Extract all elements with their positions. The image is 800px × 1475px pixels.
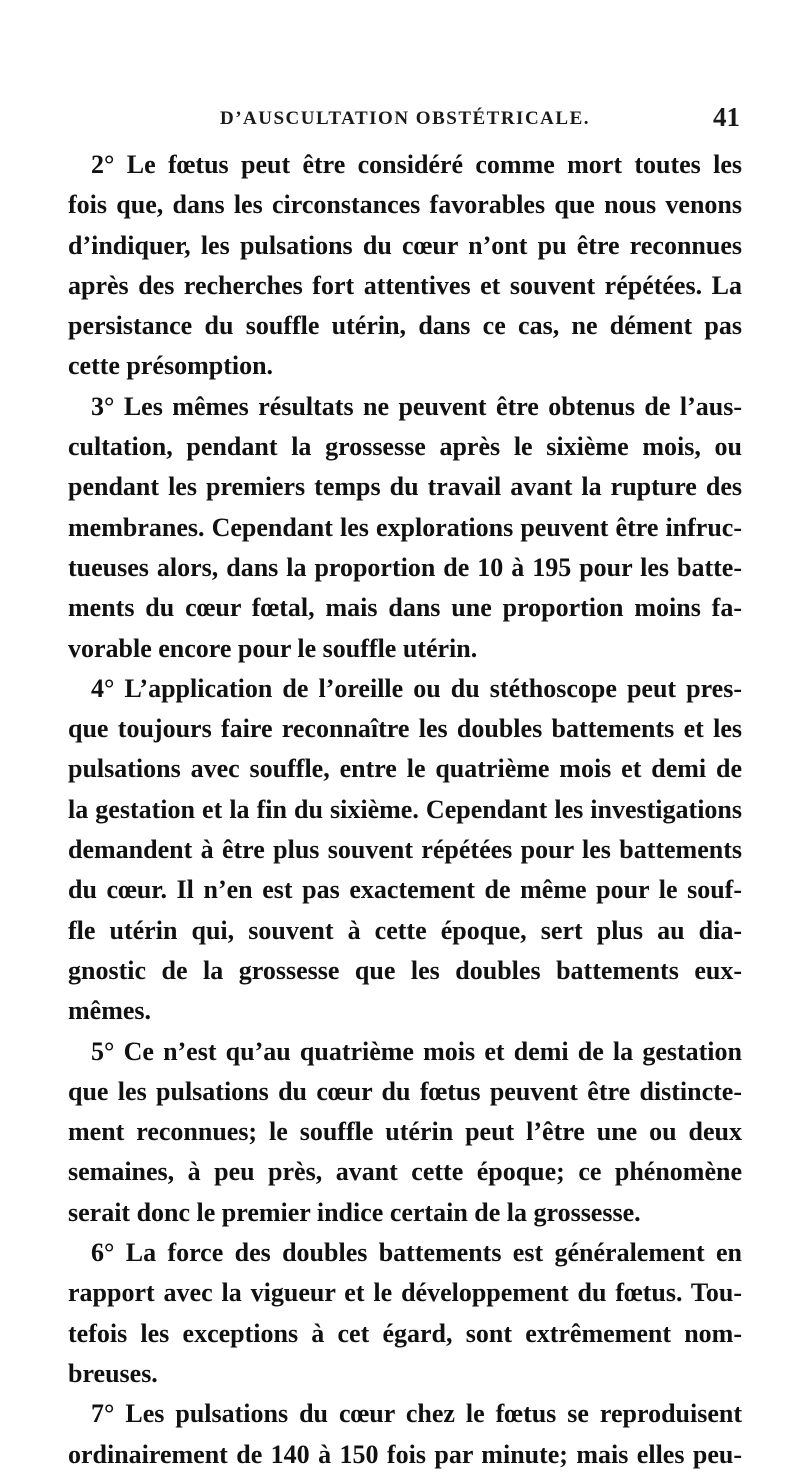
text-line: cultation, pendant la grossesse après le sixième mois, ou — [68, 432, 742, 462]
text-line: fle utérin qui, souvent à cette époque, sert plus au dia- — [68, 915, 742, 945]
text-line: vorable encore pour le souffle utérin. — [68, 633, 478, 663]
text-line: ordinairement de 140 à 150 fois par minute; mais elles peu- — [68, 1439, 742, 1469]
text-line: 6° La force des doubles battements est généralement en — [91, 1238, 742, 1268]
text-line: que toujours faire reconnaître les doubles battements et les — [68, 714, 742, 744]
text-line: breuses. — [68, 1358, 158, 1388]
text-line: 2° Le fœtus peut être considéré comme mort toutes les — [91, 150, 742, 179]
text-line: la gestation et la fin du sixième. Cependant les investigations — [68, 794, 742, 824]
text-line: gnostic de la grossesse que les doubles battements eux- — [68, 955, 742, 985]
text-line: persistance du souffle utérin, dans ce cas, ne dément pas — [68, 311, 742, 341]
page-number: 41 — [713, 102, 740, 132]
text-line: ments du cœur fœtal, mais dans une proportion moins fa- — [68, 593, 742, 623]
text-line: cette présomption. — [68, 351, 274, 381]
text-line: d’indiquer, les pulsations du cœur n’ont pu être reconnues — [68, 230, 742, 260]
text-line: fois que, dans les circonstances favorables que nous venons — [68, 190, 742, 220]
text-line: demandent à être plus souvent répétées pour les battements — [68, 835, 742, 865]
text-line: du cœur. Il n’en est pas exactement de même pour le souf- — [68, 875, 742, 905]
text-line: tueuses alors, dans la proportion de 10 à 195 pour les batte- — [68, 552, 742, 582]
text-line: que les pulsations du cœur du fœtus peuvent être distincte- — [68, 1076, 742, 1106]
text-line: 3° Les mêmes résultats ne peuvent être obtenus de l’aus- — [91, 391, 742, 421]
text-line: tefois les exceptions à cet égard, sont extrêmement nom- — [68, 1318, 742, 1348]
text-line: semaines, à peu près, avant cette époque; ce phénomène — [68, 1157, 742, 1187]
text-line: après des recherches fort attentives et souvent répétées. La — [68, 270, 742, 300]
text-line: 7° Les pulsations du cœur chez le fœtus se reproduisent — [91, 1399, 742, 1429]
text-line: pendant les premiers temps du travail avant la rupture des — [68, 472, 742, 502]
text-line: serait donc le premier indice certain de la grossesse. — [68, 1197, 641, 1227]
text-line: pulsations avec souffle, entre le quatrième mois et demi de — [68, 754, 742, 784]
body-text — [68, 145, 742, 1475]
text-line: rapport avec la vigueur et le développement du fœtus. Tou- — [68, 1278, 742, 1308]
text-line: mêmes. — [68, 996, 152, 1026]
text-line: 5° Ce n’est qu’au quatrième mois et demi de la gestation — [91, 1036, 742, 1066]
text-line: 4° L’application de l’oreille ou du stéthoscope peut pres- — [91, 673, 742, 703]
text-line: membranes. Cependant les explorations peuvent être infruc- — [68, 512, 742, 542]
running-title: D’AUSCULTATION OBSTÉTRICALE. — [219, 108, 590, 129]
running-head — [70, 102, 740, 136]
text-line: ment reconnues; le souffle utérin peut l’être une ou deux — [68, 1117, 742, 1147]
